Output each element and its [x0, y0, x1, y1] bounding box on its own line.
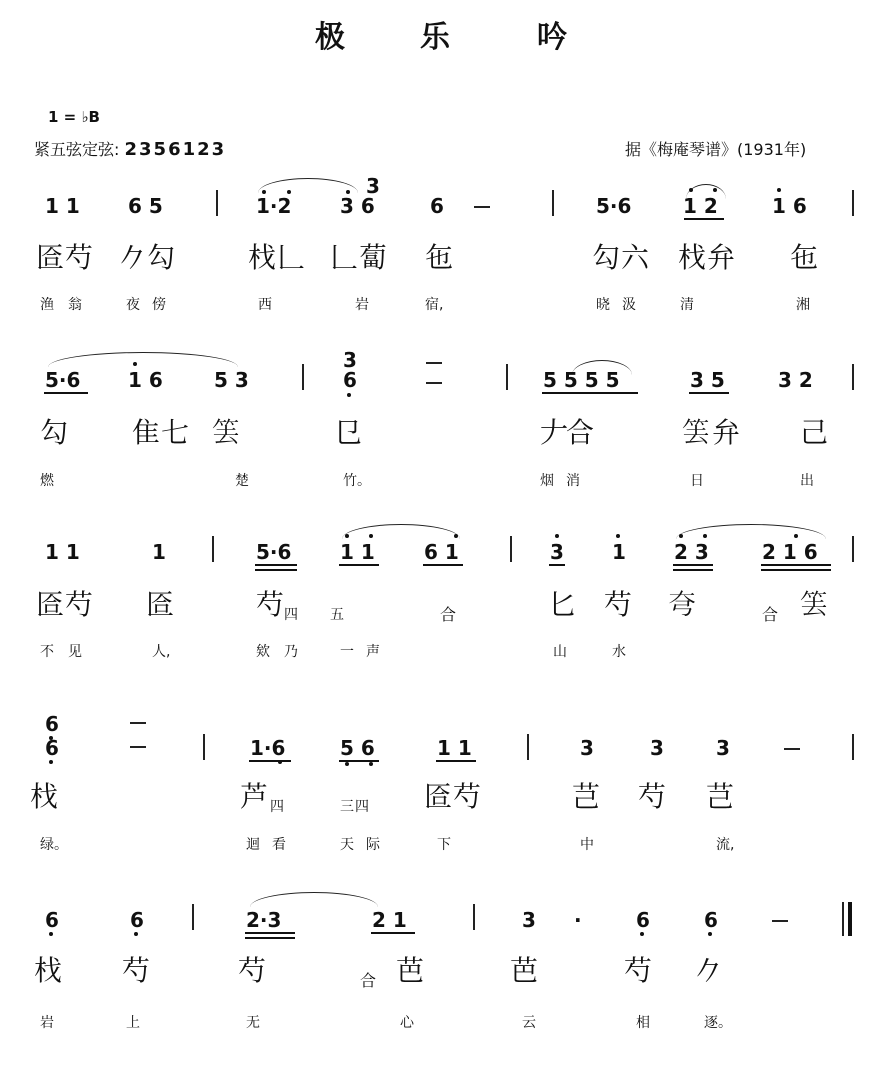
note: 2·3 [246, 908, 282, 932]
slur [48, 352, 238, 367]
octave-dot [347, 393, 351, 397]
tab-glyph: 芍 [604, 588, 634, 621]
lyric: 湘 [796, 297, 810, 313]
tab-glyph: 匼 [146, 588, 176, 621]
barline [852, 734, 854, 760]
lyric: 上 [126, 1015, 140, 1031]
note: 1 [152, 540, 166, 564]
note: 2 1 [372, 908, 407, 932]
lyric: 晓 [596, 297, 610, 313]
tab-glyph: 芑 [706, 780, 736, 813]
tab-glyph: 匼芍 [36, 241, 95, 274]
sustain-dash [784, 748, 800, 750]
barline [212, 536, 214, 562]
lyric: 际 [366, 837, 380, 853]
beam [339, 760, 379, 762]
tuning-notes: 2356123 [124, 139, 227, 160]
tab-glyph: 芍 [624, 954, 654, 987]
source-citation: 据《梅庵琴谱》(1931年) [625, 140, 807, 159]
tab-glyph: 芍 [638, 780, 668, 813]
tab-glyph: 𠂇 [540, 416, 570, 449]
note: 5·6 [596, 194, 632, 218]
tab-glyph: 𠂊 [694, 954, 724, 987]
note: 3 5 [690, 368, 725, 392]
tab-glyph: 匼芍 [36, 588, 95, 621]
tab-glyph: 勾六 [592, 241, 651, 274]
tab-glyph: 𠃊蔔 [330, 241, 389, 274]
tab-glyph: 芍 [238, 954, 268, 987]
note: 2 3 [674, 540, 709, 564]
tuning-label: 紧五弦定弦: [34, 140, 120, 159]
note: 5·6 [256, 540, 292, 564]
note: · [574, 908, 582, 932]
octave-dot [616, 534, 620, 538]
octave-dot [777, 188, 781, 192]
octave-dot [369, 534, 373, 538]
tab-glyph: 弁 [712, 416, 742, 449]
lyric: 一 [340, 644, 354, 660]
sustain-dash [772, 920, 788, 922]
note: 1 2 [683, 194, 718, 218]
beam [371, 932, 415, 934]
tab-glyph: 芍 [256, 588, 286, 621]
lyric: 声 [366, 644, 380, 660]
octave-dot [133, 362, 137, 366]
lyric: 不 [40, 644, 54, 660]
octave-dot [287, 190, 291, 194]
tab-glyph: 合 [762, 605, 780, 624]
octave-dot [555, 534, 559, 538]
note: 6 5 [128, 194, 163, 218]
lyric: 下 [437, 837, 451, 853]
tuning-line [34, 137, 226, 160]
note: 3 [650, 736, 664, 760]
octave-dot [454, 534, 458, 538]
tab-glyph: 㐌 [790, 241, 820, 274]
lyric: 汲 [622, 297, 636, 313]
lyric: 欸 [256, 644, 270, 660]
note: 3 [550, 540, 564, 564]
tab-glyph: 合 [440, 605, 458, 624]
lyric: 乃 [284, 644, 298, 660]
tab-glyph: 勾 [40, 416, 70, 449]
sustain-dash [426, 382, 442, 384]
note: 3 2 [778, 368, 813, 392]
lyric: 水 [612, 644, 626, 660]
note: 1 [612, 540, 626, 564]
octave-dot [794, 534, 798, 538]
octave-dot [640, 932, 644, 936]
note: 5 3 [214, 368, 249, 392]
lyric: 相 [636, 1015, 650, 1031]
lyric: 绿。 [40, 837, 68, 853]
beam [423, 564, 463, 566]
note: 1 1 [45, 540, 80, 564]
tab-glyph: 合 [566, 416, 596, 449]
beam [761, 569, 831, 571]
lyric: 迴 [246, 837, 260, 853]
lyric: 夜 [126, 297, 140, 313]
note: 1 6 [128, 368, 163, 392]
note: 3 [366, 174, 380, 198]
tab-glyph: 芭 [510, 954, 540, 987]
barline [852, 190, 854, 216]
lyric: 日 [690, 473, 704, 489]
tab-glyph: 𥬔 [212, 416, 242, 449]
octave-dot [369, 762, 373, 766]
octave-dot [345, 534, 349, 538]
note: 5·6 [45, 368, 81, 392]
beam [549, 564, 565, 566]
octave-dot [346, 190, 350, 194]
barline [203, 734, 205, 760]
lyric: 山 [553, 644, 567, 660]
note: 6 [45, 908, 59, 932]
tab-glyph: 𣏾𠃊 [248, 241, 307, 274]
barline [852, 364, 854, 390]
beam [761, 564, 831, 566]
octave-dot [703, 534, 707, 538]
tab-glyph: 五 [330, 607, 345, 623]
beam [673, 569, 713, 571]
octave-dot [713, 188, 717, 192]
slur [342, 524, 460, 539]
octave-dot [49, 760, 53, 764]
barline [192, 904, 194, 930]
lyric: 傍 [152, 297, 166, 313]
title-char: 极 [315, 20, 345, 55]
lyric: 翁 [68, 297, 82, 313]
sustain-dash [130, 722, 146, 724]
barline [473, 904, 475, 930]
tab-glyph: 芍 [122, 954, 152, 987]
note: 6 [636, 908, 650, 932]
beam [689, 392, 729, 394]
note: 5 5 5 5 [543, 368, 620, 392]
note: 6 [704, 908, 718, 932]
note: 3 [580, 736, 594, 760]
title-char: 吟 [537, 20, 567, 55]
tab-glyph: 隹七 [132, 416, 191, 449]
barline [527, 734, 529, 760]
barline [302, 364, 304, 390]
key-signature: 1 = ♭B [48, 108, 100, 126]
lyric: 无 [246, 1015, 260, 1031]
note: 6 [45, 736, 59, 760]
tab-glyph: 匕 [548, 588, 578, 621]
lyric: 流, [716, 837, 735, 853]
sustain-dash [426, 362, 442, 364]
lyric: 心 [400, 1015, 414, 1031]
lyric: 天 [340, 837, 354, 853]
lyric: 出 [800, 473, 814, 489]
note: 1 6 [772, 194, 807, 218]
beam [255, 569, 297, 571]
tab-glyph: 三四 [340, 799, 370, 815]
note: 1 1 [437, 736, 472, 760]
tab-glyph: 𣏾 [30, 780, 60, 813]
beam [249, 760, 291, 762]
beam [245, 937, 295, 939]
lyric: 中 [580, 837, 594, 853]
slur [676, 524, 826, 539]
tab-glyph: 㔾 [334, 416, 364, 449]
note: 6 [430, 194, 444, 218]
lyric: 消 [566, 473, 580, 489]
beam [339, 564, 379, 566]
barline [506, 364, 508, 390]
lyric: 看 [272, 837, 286, 853]
lyric: 岩 [40, 1015, 54, 1031]
tab-glyph: 芑 [572, 780, 602, 813]
tab-glyph: 𥬔 [800, 588, 830, 621]
lyric: 竹。 [343, 473, 371, 489]
note: 3 6 [340, 194, 375, 218]
octave-dot [679, 534, 683, 538]
title-char: 乐 [420, 20, 450, 55]
tab-glyph: 己 [800, 416, 830, 449]
octave-dot [134, 932, 138, 936]
beam [684, 218, 724, 220]
lyric: 见 [68, 644, 82, 660]
lyric: 岩 [355, 297, 369, 313]
note: 6 [130, 908, 144, 932]
barline [552, 190, 554, 216]
note: 1 1 [340, 540, 375, 564]
beam [673, 564, 713, 566]
final-barline-thin [842, 902, 844, 936]
sustain-dash [474, 206, 490, 208]
slur [258, 178, 358, 193]
barline [216, 190, 218, 216]
lyric: 宿, [425, 297, 444, 313]
octave-dot [345, 762, 349, 766]
note: 6 [343, 368, 357, 392]
lyric: 烟 [540, 473, 554, 489]
tab-glyph: 四 [270, 799, 285, 815]
note: 1·6 [250, 736, 286, 760]
lyric: 逐。 [704, 1015, 732, 1031]
octave-dot [49, 932, 53, 936]
note: 6 [45, 712, 59, 736]
note: 3 [343, 348, 357, 372]
note: 5 6 [340, 736, 375, 760]
sustain-dash [130, 746, 146, 748]
beam [436, 760, 476, 762]
beam [255, 564, 297, 566]
tab-glyph: 四 [284, 607, 299, 623]
octave-dot [689, 188, 693, 192]
lyric: 人, [152, 644, 171, 660]
beam [542, 392, 638, 394]
tab-glyph: 𣏾弁 [678, 241, 737, 274]
tab-glyph: 𥬔 [682, 416, 712, 449]
note: 1·2 [256, 194, 292, 218]
beam [44, 392, 88, 394]
tab-glyph: 𠂊勾 [118, 241, 177, 274]
tab-glyph: 匼芍 [424, 780, 483, 813]
octave-dot [708, 932, 712, 936]
octave-dot [262, 190, 266, 194]
tab-glyph: 芭 [396, 954, 426, 987]
barline [852, 536, 854, 562]
lyric: 渔 [40, 297, 54, 313]
lyric: 燃 [40, 473, 54, 489]
lyric: 西 [258, 297, 272, 313]
note: 6 1 [424, 540, 459, 564]
lyric: 云 [522, 1015, 536, 1031]
beam [245, 932, 295, 934]
note: 2 1 6 [762, 540, 818, 564]
note: 3 [716, 736, 730, 760]
tab-glyph: 合 [360, 971, 378, 990]
slur [250, 892, 378, 907]
barline [510, 536, 512, 562]
tab-glyph: 㐌 [425, 241, 455, 274]
lyric: 清 [680, 297, 694, 313]
lyric: 楚 [235, 473, 249, 489]
note: 3 [522, 908, 536, 932]
tab-glyph: 𣏾 [34, 954, 64, 987]
final-barline-thick [848, 902, 852, 936]
tab-glyph: 芦 [240, 780, 270, 813]
note: 1 1 [45, 194, 80, 218]
tab-glyph: 𡗝 [668, 588, 698, 621]
